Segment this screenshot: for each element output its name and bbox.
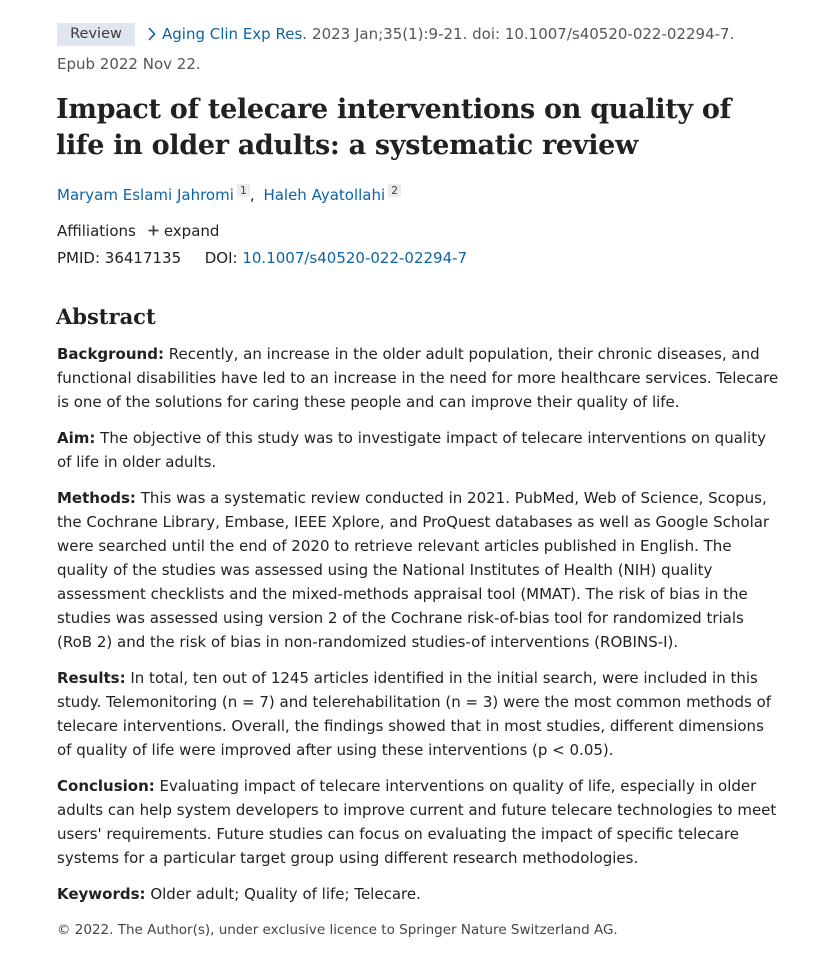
section-text: Evaluating impact of telecare interventions on quality of life, especially in older adults can help system developers to improve current and future telecare technologies to meet users' requirements. Future studies can focus on evaluating the impact of specific telecare systems for a particular target group using different research methodologies.: [57, 777, 777, 867]
copyright-notice: © 2022. The Author(s), under exclusive licence to Springer Nature Switzerland AG.: [57, 922, 618, 938]
section-text: In total, ten out of 1245 articles identified in the initial search, were included in this study. Telemonitoring (n = 7) and telerehabilitation (n = 3) were the most common methods of telecare interventions. Overall, the findings showed that in most studies, different dimensions of quality of life were improved after using these interventions (p < 0.05).: [57, 669, 772, 759]
abstract-body: [57, 342, 779, 882]
affiliations-label: Affiliations: [57, 222, 136, 240]
plus-icon: [148, 219, 159, 243]
abstract-section-background: [57, 342, 779, 414]
pmid-label: PMID:: [57, 249, 101, 267]
section-label: Methods:: [57, 489, 136, 507]
section-label: Aim:: [57, 429, 96, 447]
citation-line: [57, 22, 734, 46]
citation-details: 2023 Jan;35(1):9-21. doi: 10.1007/s40520-022-02294-7.: [312, 25, 735, 43]
expand-affiliations-button[interactable]: [148, 219, 220, 243]
keywords-text: Older adult; Quality of life; Telecare.: [150, 885, 421, 903]
affiliations-row: [57, 219, 219, 243]
author-link[interactable]: Maryam Eslami Jahromi: [57, 186, 234, 204]
keywords-label: Keywords:: [57, 885, 146, 903]
section-text: This was a systematic review conducted in 2021. PubMed, Web of Science, Scopus, the Cochrane Library, Embase, IEEE Xplore, and ProQuest databases as well as Google Scholar were searched until the end of 2020 to retrieve relevant articles published in English. The quality of the studies was assessed using the National Institutes of Health (NIH) quality assessment checklists and the mixed-methods appraisal tool (MMAT). The risk of bias in the studies was assessed using version 2 of the Cochrane risk-of-bias tool for randomized trials (RoB 2) and the risk of bias in non-randomized studies-of interventions (ROBINS-I).: [57, 489, 770, 651]
journal-link[interactable]: Aging Clin Exp Res.: [162, 25, 308, 43]
abstract-section-results: [57, 666, 779, 762]
identifiers-row: [57, 246, 467, 270]
epub-date: Epub 2022 Nov 22.: [57, 55, 201, 73]
affiliation-number[interactable]: 2: [388, 184, 401, 197]
abstract-heading: Abstract: [56, 304, 156, 329]
affiliation-number[interactable]: 1: [237, 184, 250, 197]
review-badge: Review: [57, 23, 135, 46]
author-separator: ,: [249, 186, 255, 204]
abstract-section-methods: [57, 486, 779, 654]
author-list: [57, 183, 401, 207]
keywords-row: [57, 882, 421, 906]
expand-label: expand: [163, 222, 220, 240]
section-label: Background:: [57, 345, 164, 363]
section-text: Recently, an increase in the older adult population, their chronic diseases, and functional disabilities have led to an increase in the need for more healthcare services. Telecare is one of the solutions for caring these people and can improve their quality of life.: [57, 345, 779, 411]
section-label: Conclusion:: [57, 777, 155, 795]
pmid-value: 36417135: [104, 249, 182, 267]
doi-link[interactable]: 10.1007/s40520-022-02294-7: [242, 249, 468, 267]
article-title: Impact of telecare interventions on quality of life in older adults: a systematic review: [56, 94, 731, 161]
section-label: Results:: [57, 669, 126, 687]
chevron-right-icon[interactable]: [147, 27, 156, 41]
abstract-section-aim: [57, 426, 779, 474]
author-link[interactable]: Haleh Ayatollahi: [263, 186, 386, 204]
abstract-section-conclusion: [57, 774, 779, 870]
section-text: The objective of this study was to investigate impact of telecare interventions on quality of life in older adults.: [57, 429, 766, 471]
doi-label: DOI:: [204, 249, 238, 267]
